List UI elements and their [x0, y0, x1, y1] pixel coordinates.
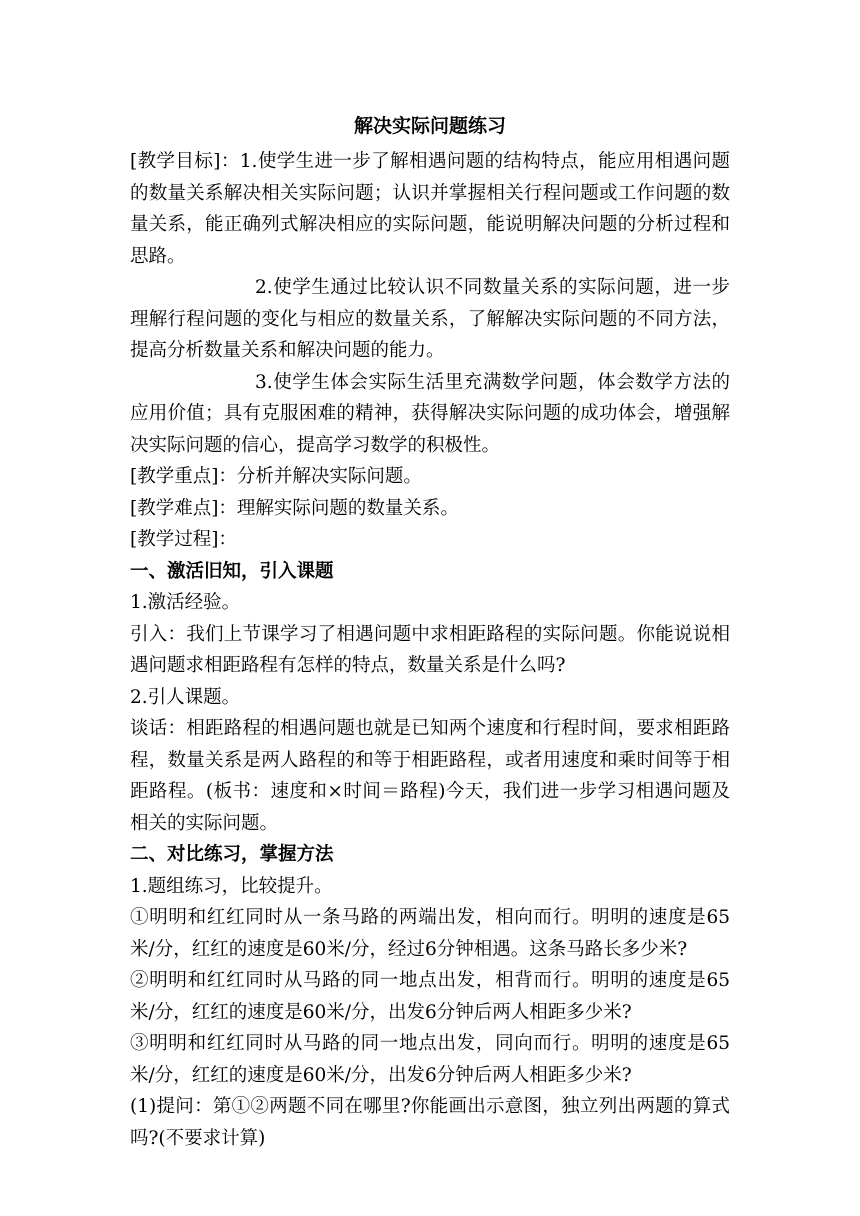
key-point: [教学重点]：分析并解决实际问题。 [130, 466, 422, 487]
section-2-line: ①明明和红红同时从一条马路的两端出发，相向而行。明明的速度是65米/分，红红的速度是60米/分，经过6分钟相遇。这条马路长多少米? [130, 907, 730, 960]
objective-3: 3.使学生体会实际生活里充满数学问题，体会数学方法的应用价值；具有克服困难的精神，获得解决实际问题的成功体会，增强解决实际问题的信心，提高学习数学的积极性。 [130, 371, 730, 456]
section-2-heading: 二、对比练习，掌握方法 [130, 844, 334, 865]
section-1-line: 2.引人课题。 [130, 686, 241, 708]
document-page [130, 110, 730, 1154]
objective-2: 2.使学生通过比较认识不同数量关系的实际问题，进一步理解行程问题的变化与相应的数量关系，了解解决实际问题的不同方法，提高分析数量关系和解决问题的能力。 [130, 277, 730, 361]
objective-1: [教学目标]：1.使学生进一步了解相遇问题的结构特点，能应用相遇问题的数量关系解决相关实际问题；认识并掌握相关行程问题或工作问题的数量关系，能正确列式解决相应的实际问题，能说明解决问题的分析过程和思路。 [130, 151, 730, 267]
section-2-line: ③明明和红红同时从马路的同一地点出发，同向而行。明明的速度是65米/分，红红的速度是60米/分，出发6分钟后两人相距多少米? [130, 1033, 730, 1086]
section-2-line: ②明明和红红同时从马路的同一地点出发，相背而行。明明的速度是65米/分，红红的速度是60米/分，出发6分钟后两人相距多少米? [130, 970, 730, 1023]
document-title: 解决实际问题练习 [353, 115, 506, 137]
section-2-line: 1.题组练习，比较提升。 [130, 875, 333, 897]
section-1-line: 谈话：相距路程的相遇问题也就是已知两个速度和行程时间，要求相距路程，数量关系是两人路程的和等于相距路程，或者用速度和乘时间等于相距路程。(板书：速度和×时间＝路程)今天，我们进一步学习相遇问题及相关的实际问题。 [130, 718, 730, 834]
difficulty: [教学难点]：理解实际问题的数量关系。 [130, 497, 459, 519]
section-1-line: 引入：我们上节课学习了相遇问题中求相距路程的实际问题。你能说说相遇问题求相距路程有怎样的特点，数量关系是什么吗? [130, 623, 730, 676]
section-2-line: (1)提问：第①②两题不同在哪里?你能画出示意图，独立列出两题的算式吗?(不要求计算) [130, 1096, 730, 1149]
section-1-heading: 一、激活旧知，引入课题 [130, 560, 334, 582]
section-1-line: 1.激活经验。 [130, 592, 241, 613]
process-label: [教学过程]： [130, 529, 237, 550]
